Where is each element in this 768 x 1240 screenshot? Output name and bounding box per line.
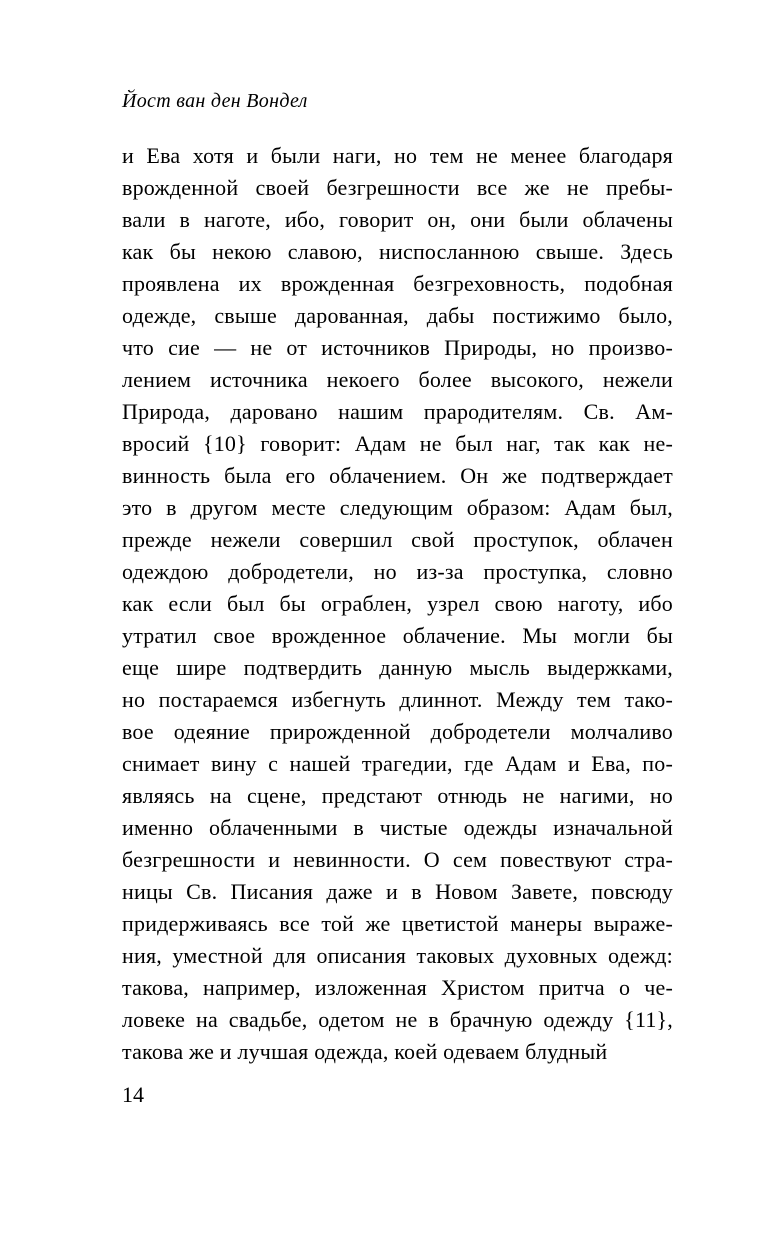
text-line: одежде, свыше дарованная, дабы постижимо было, [122, 303, 673, 328]
text-line: вали в наготе, ибо, говорит он, они были облачены [122, 207, 673, 232]
text-line: придерживаясь все той же цветистой манеры выраже- [122, 911, 673, 936]
text-line: прежде нежели совершил свой проступок, облачен [122, 527, 673, 552]
page-number: 14 [122, 1082, 144, 1107]
text-line: утратил свое врожденное облачение. Мы могли бы [122, 623, 673, 648]
text-line: как бы некою славою, ниспосланною свыше. Здесь [122, 239, 673, 264]
text-line: как если был бы ограблен, узрел свою наготу, ибо [122, 591, 673, 616]
text-line: и Ева хотя и были наги, но тем не менее благодаря [122, 143, 673, 168]
text-line: Природа, даровано нашим прародителям. Св. Ам- [122, 399, 673, 424]
text-line: вое одеяние прирожденной добродетели молчаливо [122, 719, 673, 744]
text-line: являясь на сцене, предстают отнюдь не нагими, но [122, 783, 673, 808]
text-line: но постараемся избегнуть длиннот. Между тем тако- [122, 687, 673, 712]
text-line: одеждою добродетели, но из-за проступка, словно [122, 559, 673, 584]
body-text [122, 140, 673, 1068]
text-line: это в другом месте следующим образом: Адам был, [122, 495, 673, 520]
text-line: ницы Св. Писания даже и в Новом Завете, повсюду [122, 879, 673, 904]
text-line: еще шире подтвердить данную мысль выдержками, [122, 655, 673, 680]
text-line: такова же и лучшая одежда, коей одеваем блудный [122, 1039, 608, 1064]
text-line: проявлена их врожденная безгреховность, подобная [122, 271, 673, 296]
text-line: безгрешности и невинности. О сем повествуют стра- [122, 847, 673, 872]
text-line: что сие — не от источников Природы, но произво- [122, 335, 673, 360]
text-line: вросий {10} говорит: Адам не был наг, так как не- [122, 431, 673, 456]
running-header: Йост ван ден Вондел [122, 90, 308, 112]
text-line: винность была его облачением. Он же подтверждает [122, 463, 673, 488]
text-line: именно облаченными в чистые одежды изначальной [122, 815, 673, 840]
text-line: ния, уместной для описания таковых духовных одежд: [122, 943, 673, 968]
text-line: ловеке на свадьбе, одетом не в брачную одежду {11}, [122, 1007, 673, 1032]
text-line: лением источника некоего более высокого, нежели [122, 367, 673, 392]
text-line: такова, например, изложенная Христом притча о че- [122, 975, 673, 1000]
text-line: снимает вину с нашей трагедии, где Адам и Ева, по- [122, 751, 673, 776]
text-line: врожденной своей безгрешности все же не пребы- [122, 175, 673, 200]
